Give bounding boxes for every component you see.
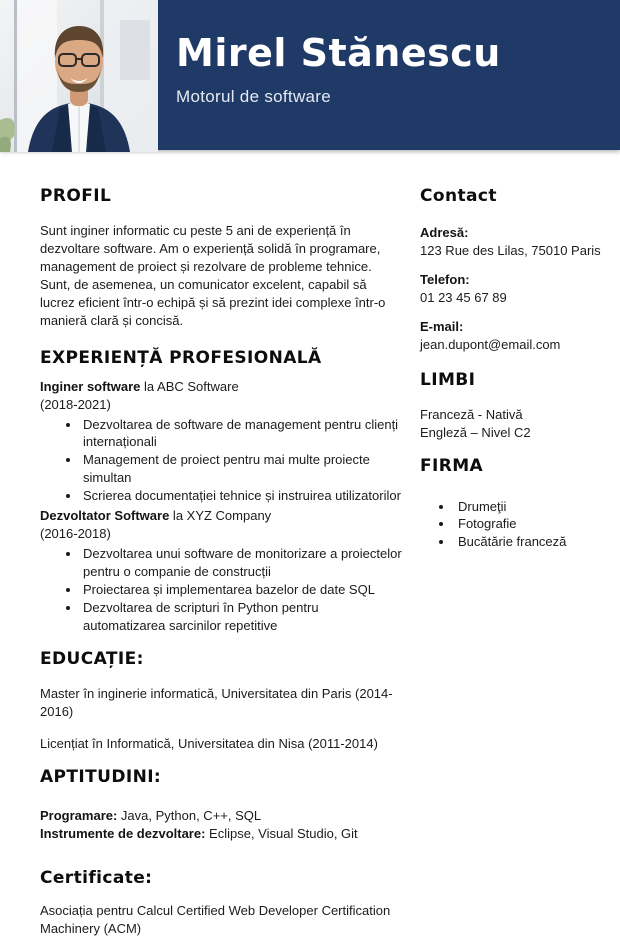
job-entry	[40, 378, 402, 506]
skill-label: Instrumente de dezvoltare:	[40, 825, 206, 841]
job-title-line	[40, 378, 402, 396]
section-title-contact: Contact	[420, 186, 497, 206]
interest-item: • Fotografie	[454, 515, 602, 533]
contact-value: 123 Rue des Lilas, 75010 Paris	[420, 242, 601, 258]
job-period: (2016-2018)	[40, 526, 111, 542]
section-title-certificate: Certificate:	[40, 868, 153, 889]
job-company: la ABC Software	[140, 378, 239, 394]
contact-field-address	[420, 224, 602, 260]
contact-label: Adresă:	[420, 225, 469, 240]
language-item: Franceză - Nativă	[420, 406, 523, 422]
job-bullet-list	[40, 416, 402, 506]
skill-row	[40, 807, 402, 825]
job-bullet: • Scrierea documentației tehnice și instruirea utilizatorilor	[81, 487, 402, 505]
section-title-firma: FIRMA	[420, 455, 484, 476]
job-title-line	[40, 507, 402, 525]
certificate-item: Asociația pentru Calcul Certified Web Developer Certification Machinery (ACM)	[40, 903, 391, 937]
cv-body	[0, 150, 620, 938]
skill-value: Eclipse, Visual Studio, Git	[205, 825, 358, 841]
job-period: (2018-2021)	[40, 396, 111, 412]
section-title-aptitudini: APTITUDINI:	[40, 766, 162, 787]
interest-item: • Bucătărie franceză	[454, 533, 602, 551]
identity-block	[158, 0, 620, 150]
section-title-limbi: LIMBI	[420, 369, 476, 390]
interest-list	[420, 498, 602, 552]
section-title-profil: PROFIL	[40, 186, 112, 206]
education-item: Licențiat în Informatică, Universitatea din Nisa (2011-2014)	[40, 735, 378, 751]
job-entry	[40, 507, 402, 635]
job-role: Dezvoltator Software	[40, 508, 170, 524]
section-title-educatie: EDUCAȚIE:	[40, 648, 144, 669]
skill-label: Programare:	[40, 807, 118, 823]
contact-field-email	[420, 318, 602, 354]
contact-field-phone	[420, 271, 602, 307]
job-bullet: • Proiectarea și implementarea bazelor de date SQL	[81, 581, 402, 599]
skill-value: Java, Python, C++, SQL	[117, 807, 262, 823]
contact-label: Telefon:	[420, 271, 470, 287]
job-company: la XYZ Company	[169, 508, 272, 524]
skill-row	[40, 825, 402, 843]
sidebar-column	[420, 186, 602, 938]
contact-label: E-mail:	[420, 318, 464, 334]
job-bullet: • Dezvoltarea de scripturi în Python pentru automatizarea sarcinilor repetitive	[81, 599, 402, 635]
interest-item: • Drumeţii	[454, 498, 602, 516]
job-bullet-list	[40, 545, 402, 635]
header-banner	[0, 0, 620, 150]
job-role: Inginer software	[40, 378, 141, 394]
contact-value: jean.dupont@email.com	[420, 336, 561, 352]
job-bullet: • Dezvoltarea de software de management pentru clienți internaționali	[81, 416, 402, 452]
contact-value: 01 23 45 67 89	[420, 289, 507, 305]
main-column	[40, 186, 402, 938]
language-item: Engleză – Nivel C2	[420, 424, 531, 440]
headshot-illustration	[0, 0, 158, 152]
education-item: Master în inginerie informatică, Universitatea din Paris (2014-2016)	[40, 685, 393, 719]
job-bullet: • Dezvoltarea unui software de monitorizare a proiectelor pentru o companie de construcții	[81, 545, 402, 581]
person-tagline: Motorul de software	[176, 86, 331, 106]
profile-photo	[0, 0, 158, 152]
section-title-experienta: EXPERIENȚĂ PROFESIONALĂ	[40, 347, 322, 368]
job-bullet: • Management de proiect pentru mai multe proiecte simultan	[81, 451, 402, 487]
person-name: Mirel Stănescu	[176, 31, 501, 75]
profil-summary: Sunt inginer informatic cu peste 5 ani de experiență în dezvoltare software. Am o experiență solidă în programare, management de proiect și rezolvare de probleme tehnice. Sunt, de asemenea, un comunicator excelent, capabil să lucrez eficient într-o echipă și să prezint idei complexe într-o manieră clară și concisă.	[40, 223, 386, 328]
